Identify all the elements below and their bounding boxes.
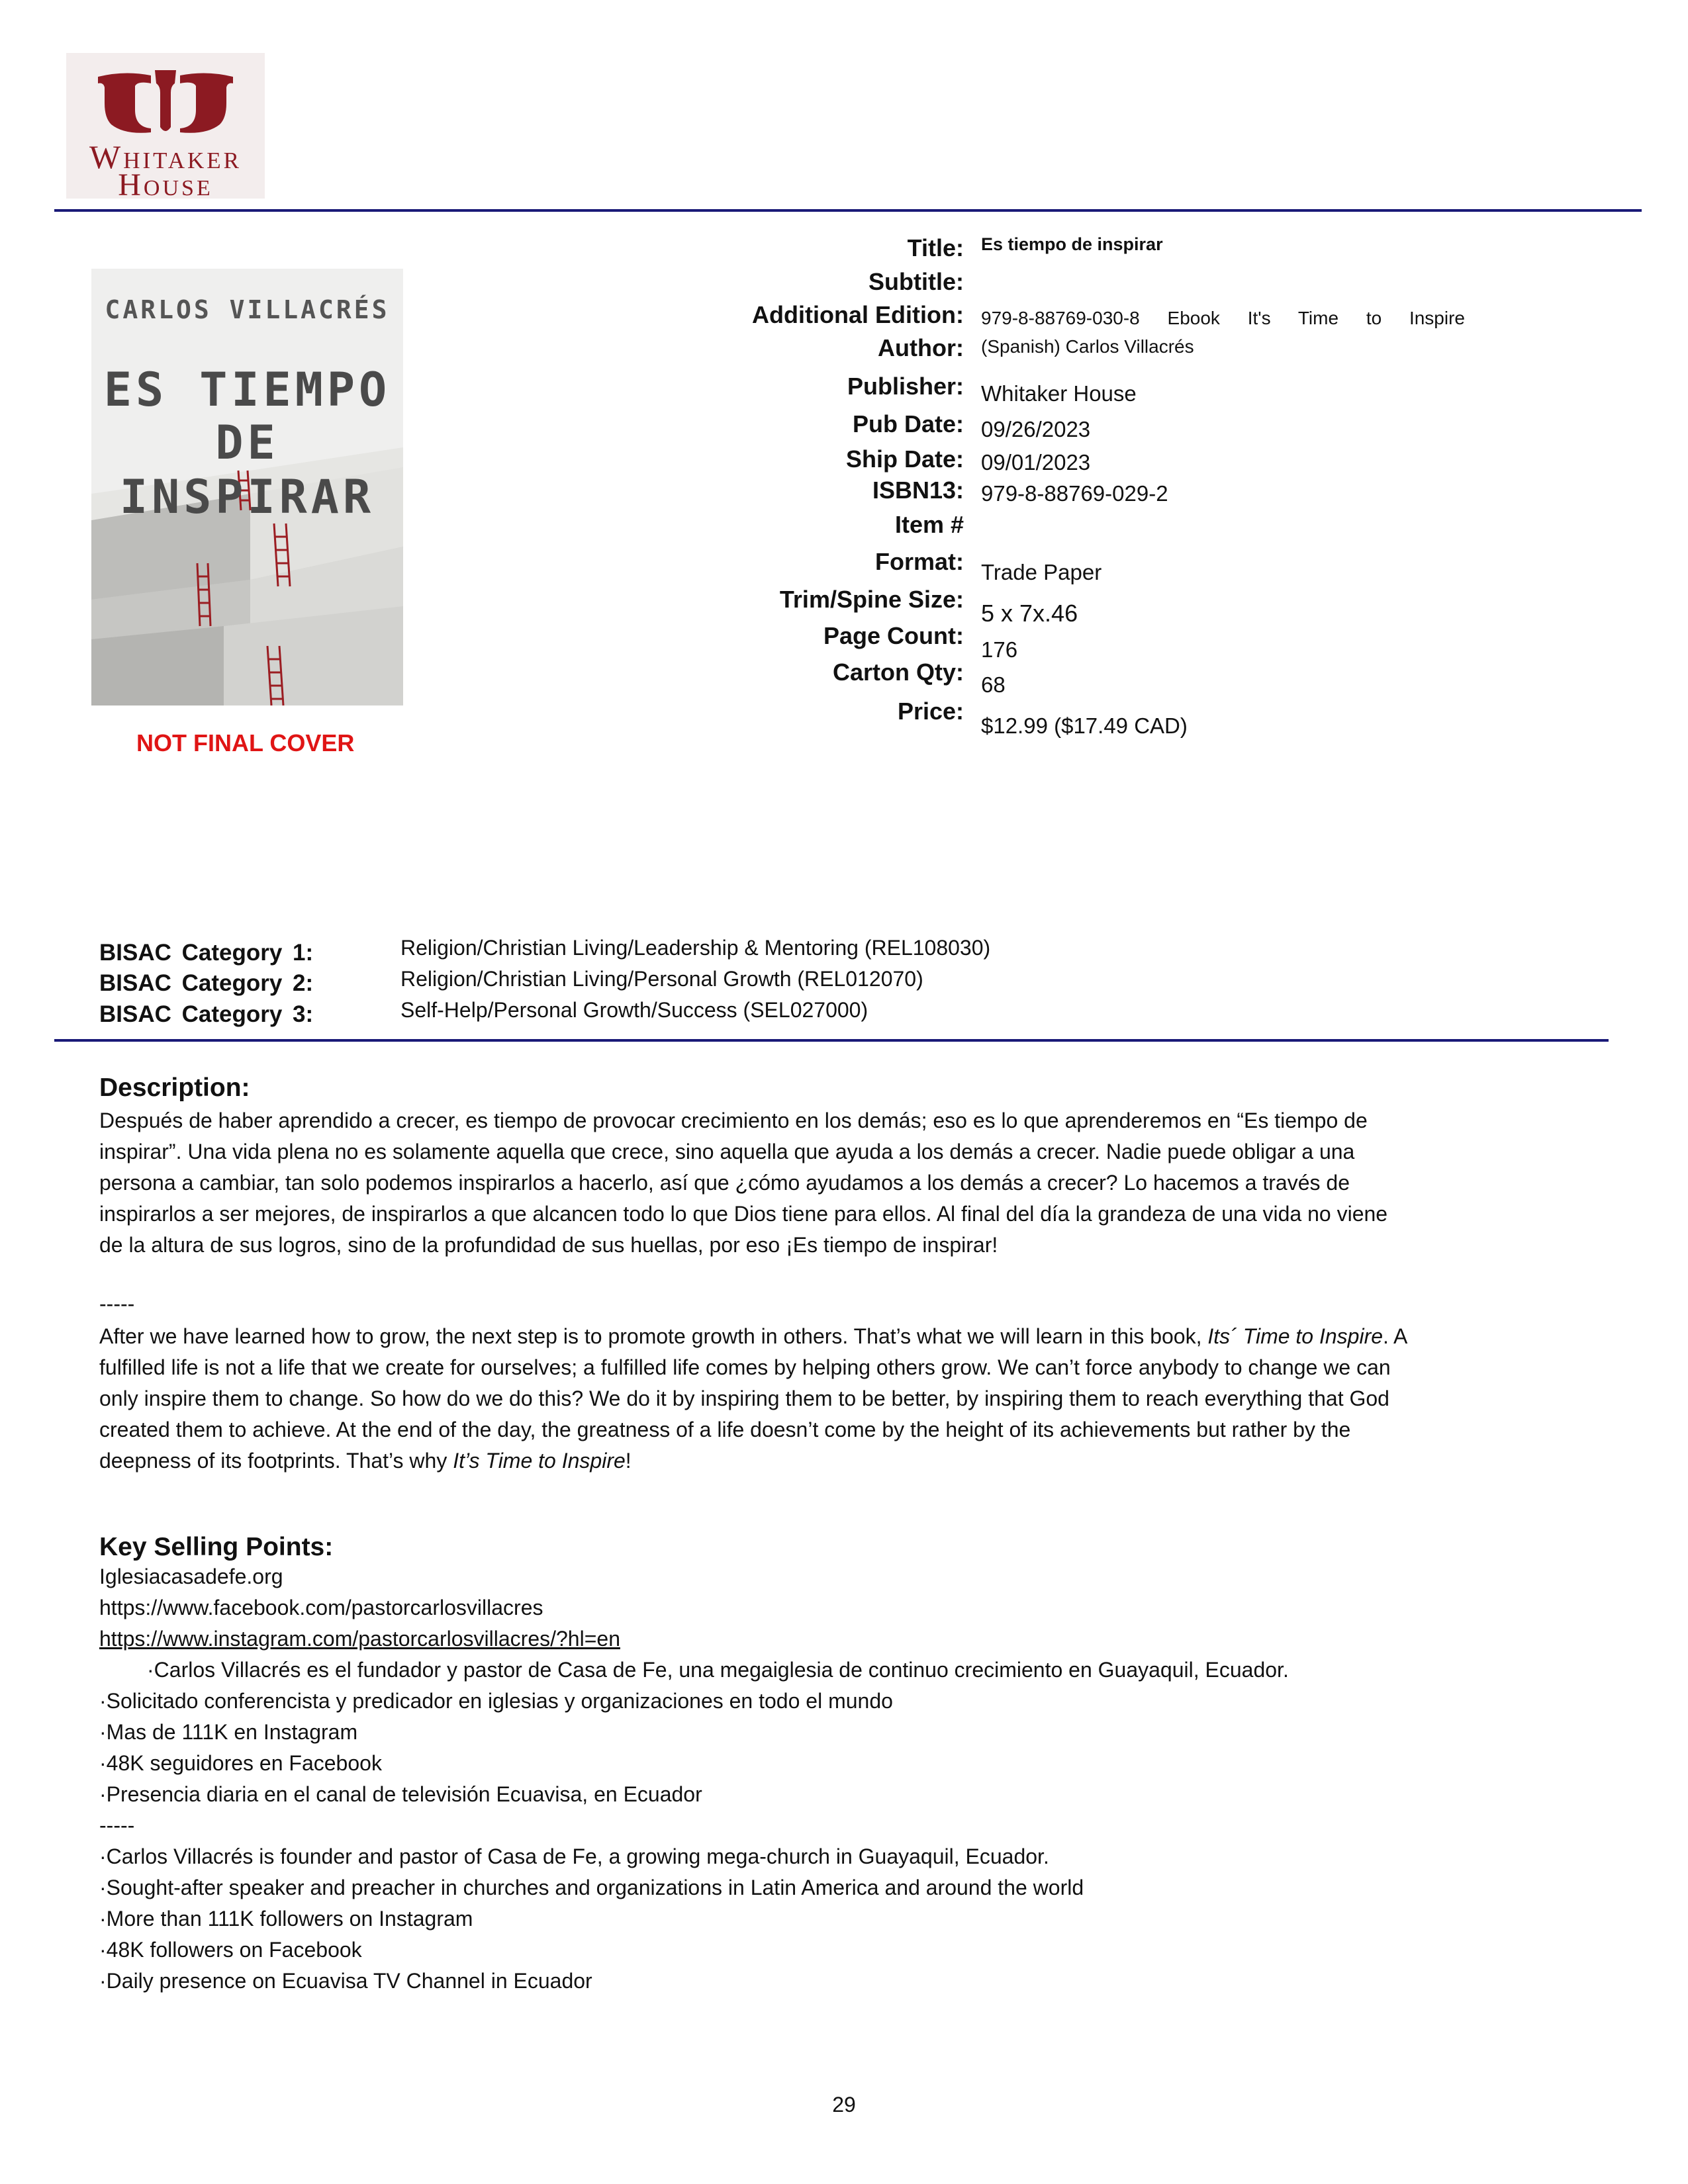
page-number: 29 xyxy=(832,2093,856,2116)
price-value: $12.99 ($17.49 CAD) xyxy=(981,713,1188,738)
isbn13-value: 979-8-88769-029-2 xyxy=(981,481,1168,506)
es-point-4: ·48K seguidores en Facebook xyxy=(99,1751,382,1775)
pub-date-label: Pub Date: xyxy=(852,410,964,437)
bisac-label-2: BISAC Category 2: xyxy=(99,970,314,996)
bisac-label-3: BISAC Category 3: xyxy=(99,1001,314,1027)
additional-edition-text: 979-8-88769-030-8 Ebook It's Time to Inspire xyxy=(981,308,1465,328)
description-english-part1: After we have learned how to grow, the next step is to promote growth in others. That’s what we will learn in this book, xyxy=(99,1324,1208,1348)
format-label: Format: xyxy=(875,548,964,575)
selling-separator: ----- xyxy=(99,1813,135,1837)
bisac-value-1: Religion/Christian Living/Leadership & Mentoring (REL108030) xyxy=(400,936,991,960)
cover-title-line2: DE INSPIRAR xyxy=(119,416,375,524)
not-final-cover-note: NOT FINAL COVER xyxy=(136,729,355,756)
description-english-part3: ! xyxy=(625,1449,632,1473)
description-spanish: Después de haber aprendido a crecer, es tiempo de provocar crecimiento en los demás; eso es lo que aprenderemos en “Es tiempo de inspirar”. Una vida plena no es solamente aquella que crece, sino aquella que ayuda a los demás a crecer. Nadie puede obligar a una persona a cambiar, tan solo podemos inspirarlos a hacerlo, así que ¿cómo ayudamos a los demás a crecer? Lo hacemos a través de inspirarlos a ser mejores, de inspirarlos a que alcancen todo lo que Dios tiene para ellos. Al final del día la grandeza de una vida no viene de la altura de sus logros, sino de la profundidad de sus huellas, por eso ¡Es tiempo de inspirar! xyxy=(99,1109,1388,1257)
publisher-value: Whitaker House xyxy=(981,381,1137,406)
logo-wordmark-line2: House xyxy=(118,167,213,203)
item-number-label: Item # xyxy=(894,511,964,538)
facebook-url: https://www.facebook.com/pastorcarlosvillacres xyxy=(99,1596,543,1619)
header-divider xyxy=(54,209,1642,212)
description-english-italic2: It’s Time to Inspire xyxy=(453,1449,626,1473)
description-english xyxy=(99,1321,1430,1477)
instagram-link[interactable]: https://www.instagram.com/pastorcarlosvillacres/?hl=en xyxy=(99,1627,620,1651)
es-point-1: ·Carlos Villacrés es el fundador y pastor de Casa de Fe, una megaiglesia de continuo crecimiento en Guayaquil, Ecuador. xyxy=(147,1658,1289,1682)
title-label: Title: xyxy=(907,234,964,261)
bisac-divider xyxy=(54,1039,1609,1042)
page-count-value: 176 xyxy=(981,637,1018,662)
carton-qty-value: 68 xyxy=(981,672,1006,697)
author-label: Author: xyxy=(878,334,964,361)
cover-author: CARLOS VILLACRÉS xyxy=(105,295,390,324)
en-point-2: ·Sought-after speaker and preacher in churches and organizations in Latin America and around the world xyxy=(99,1876,1084,1899)
en-point-3: ·More than 111K followers on Instagram xyxy=(99,1907,473,1931)
publisher-label: Publisher: xyxy=(847,373,964,400)
es-point-3: ·Mas de 111K en Instagram xyxy=(99,1720,358,1744)
additional-edition-label: Additional Edition: xyxy=(752,301,964,328)
book-cover xyxy=(91,269,403,705)
trim-spine-value: 5 x 7x.46 xyxy=(981,600,1078,627)
bisac-label-1: BISAC Category 1: xyxy=(99,940,314,966)
subtitle-label: Subtitle: xyxy=(868,268,964,295)
bisac-value-2: Religion/Christian Living/Personal Growth (REL012070) xyxy=(400,967,923,991)
additional-edition-value xyxy=(981,308,1468,329)
pub-date-value: 09/26/2023 xyxy=(981,417,1091,441)
es-point-2: ·Solicitado conferencista y predicador en iglesias y organizaciones en todo el mundo xyxy=(99,1689,893,1713)
price-label: Price: xyxy=(897,698,964,725)
logo-wordmark-line1: Whitaker xyxy=(89,138,242,175)
author-value: (Spanish) Carlos Villacrés xyxy=(981,336,1194,357)
ship-date-value: 09/01/2023 xyxy=(981,450,1091,475)
isbn13-label: ISBN13: xyxy=(872,477,964,504)
en-point-1: ·Carlos Villacrés is founder and pastor of Casa de Fe, a growing mega-church in Guayaquil, Ecuador. xyxy=(99,1844,1049,1868)
publisher-logo xyxy=(66,53,265,203)
description-english-italic1: Its´ Time to Inspire xyxy=(1207,1324,1383,1348)
trim-spine-label: Trim/Spine Size: xyxy=(779,586,964,613)
description-separator: ----- xyxy=(99,1292,135,1316)
title-value: Es tiempo de inspirar xyxy=(981,234,1163,254)
en-point-5: ·Daily presence on Ecuavisa TV Channel in Ecuador xyxy=(99,1969,592,1993)
selling-points-heading: Key Selling Points: xyxy=(99,1533,334,1561)
ship-date-label: Ship Date: xyxy=(845,445,964,473)
format-value: Trade Paper xyxy=(981,560,1102,584)
cover-title-line1: ES TIEMPO xyxy=(103,363,391,417)
bisac-value-3: Self-Help/Personal Growth/Success (SEL027000) xyxy=(400,998,868,1022)
es-point-5: ·Presencia diaria en el canal de televisión Ecuavisa, en Ecuador xyxy=(99,1782,702,1806)
description-english-part2: . A fulfilled life is not a life that we create for ourselves; a fulfilled life comes by helping others grow. We can’t force anybody to change we can only inspire them to change. So how do we do this? We do it by inspiring them to be better, by inspiring them to reach everything that God created them to achieve. At the end of the day, the greatness of a life doesn’t come by the height of its achievements but rather by the deepness of its footprints. That’s why xyxy=(99,1324,1407,1473)
page-count-label: Page Count: xyxy=(823,622,964,649)
carton-qty-label: Carton Qty: xyxy=(833,659,964,686)
description-heading: Description: xyxy=(99,1073,250,1102)
en-point-4: ·48K followers on Facebook xyxy=(99,1938,362,1962)
website-text: Iglesiacasadefe.org xyxy=(99,1565,283,1588)
whitaker-house-logo-mark-icon xyxy=(98,64,233,136)
